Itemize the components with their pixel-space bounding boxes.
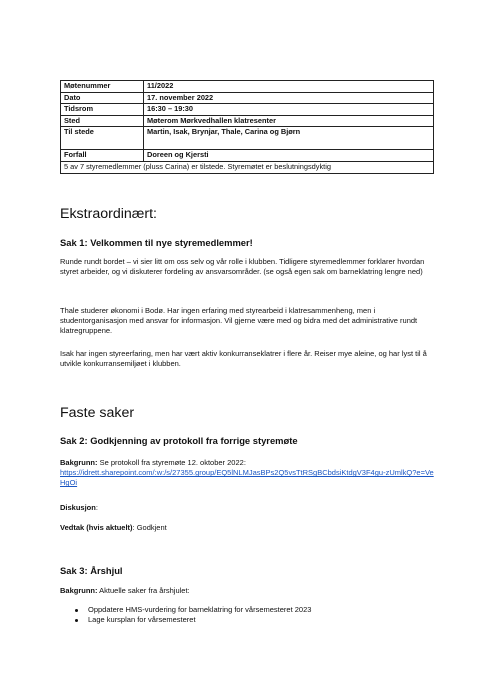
table-row	[61, 115, 434, 127]
item1-paragraph-3: Isak har ingen styreerfaring, men har vært aktiv konkurranseklatrer i flere år. Reiser mye aleine, og har lyst til å utvikle konkurransemiljøet i klubben.	[60, 349, 427, 369]
item-title-3: Sak 3: Årshjul	[60, 565, 123, 576]
row-label: Sted	[61, 115, 144, 127]
section-heading-extraordinary: Ekstraordinært:	[60, 206, 157, 222]
item2-discussion	[60, 503, 434, 513]
list-item-text: Lage kursplan for vårsemesteret	[88, 615, 196, 625]
item2-decision	[60, 523, 434, 533]
background-label: Bakgrunn:	[60, 458, 98, 467]
background-text: Se protokoll fra styremøte 12. oktober 2022:	[97, 458, 246, 467]
decision-text: : Godkjent	[132, 523, 167, 532]
item3-background	[60, 586, 434, 596]
item1-paragraph-2: Thale studerer økonomi i Bodø. Har ingen erfaring med styrearbeid i klatresammenheng, men i studentorganisasjon med ansvar for informasjon. Vil gjerne være med og bidra med det administrative rundt klatregruppene.	[60, 306, 418, 336]
row-label: Møtenummer	[61, 81, 144, 93]
row-label: Til stede	[61, 127, 144, 150]
background-label: Bakgrunn:	[60, 586, 98, 595]
discussion-label: Diskusjon	[60, 503, 96, 512]
item-title-1: Sak 1: Velkommen til nye styremedlemmer!	[60, 237, 253, 248]
table-row	[61, 104, 434, 116]
list-item-text: Oppdatere HMS-vurdering for barneklatring for vårsemesteret 2023	[88, 605, 312, 614]
background-text: Aktuelle saker fra årshjulet:	[97, 586, 190, 595]
row-label: Tidsrom	[61, 104, 144, 116]
protocol-link[interactable]: https://idrett.sharepoint.com/:w:/s/27355.group/EQ5lNLMJasBPs2Q5vsTtRSgBCbdsiKtdgV3F4gu-zUmlkQ?e=VeHgOi	[60, 468, 434, 488]
row-label: Dato	[61, 92, 144, 104]
decision-label: Vedtak (hvis aktuelt)	[60, 523, 133, 532]
list-item	[60, 615, 434, 625]
table-row	[61, 81, 434, 93]
list-item	[60, 605, 434, 615]
row-value: Martin, Isak, Brynjar, Thale, Carina og Bjørn	[144, 127, 434, 150]
row-label: Forfall	[61, 150, 144, 162]
item1-paragraph-1: Runde rundt bordet – vi sier litt om oss selv og vår rolle i klubben. Tidligere styremedlemmer forklarer hvordan styret arbeider, og vi diskuterer fordeling av ansvarsområder. (se også egen sak om barneklatring lengre ned)	[60, 257, 425, 277]
table-row	[61, 161, 434, 173]
table-row	[61, 127, 434, 150]
table-row	[61, 150, 434, 162]
quorum-note: 5 av 7 styremedlemmer (pluss Carina) er tilstede. Styremøtet er beslutningsdyktig	[61, 161, 434, 173]
bullet-icon	[75, 609, 78, 612]
row-value: 11/2022	[144, 81, 434, 93]
row-value: 16:30 – 19:30	[144, 104, 434, 116]
annual-wheel-list	[60, 605, 434, 625]
table-row	[61, 92, 434, 104]
row-value: Doreen og Kjersti	[144, 150, 434, 162]
section-heading-fixed: Faste saker	[60, 405, 135, 421]
item-title-2: Sak 2: Godkjenning av protokoll fra forrige styremøte	[60, 435, 298, 446]
row-value: 17. november 2022	[144, 92, 434, 104]
bullet-icon	[75, 619, 78, 622]
row-value: Møterom Mørkvedhallen klatresenter	[144, 115, 434, 127]
item2-background	[60, 458, 434, 489]
discussion-colon: :	[95, 503, 98, 512]
meeting-info-table	[60, 80, 434, 174]
